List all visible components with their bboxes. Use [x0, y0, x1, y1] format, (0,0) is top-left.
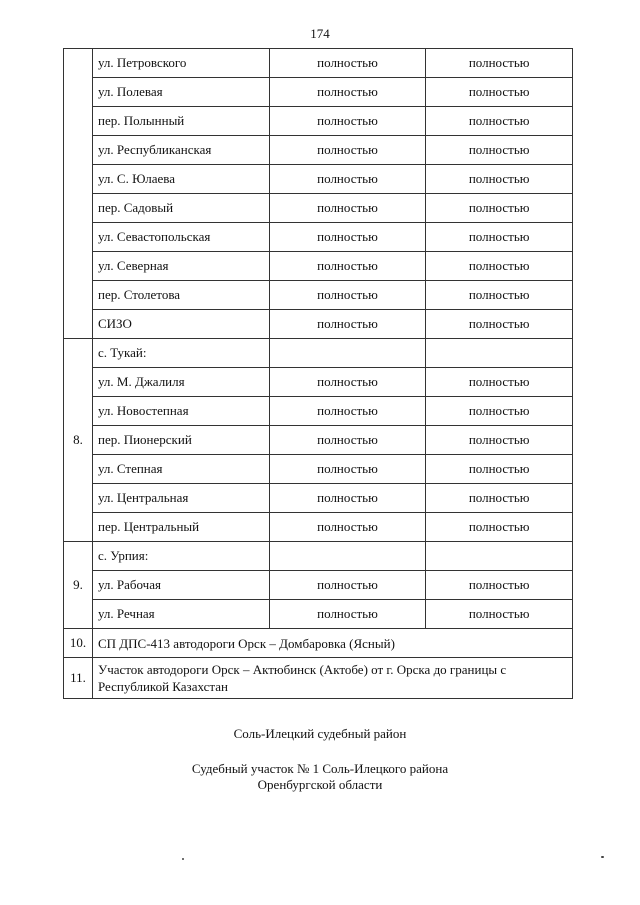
coverage-cell-b	[426, 339, 573, 368]
coverage-cell-a: полностью	[269, 165, 426, 194]
coverage-cell-a: полностью	[269, 107, 426, 136]
street-name: ул. Рабочая	[92, 571, 269, 600]
coverage-cell-b: полностью	[426, 571, 573, 600]
coverage-cell-a: полностью	[269, 310, 426, 339]
coverage-cell-a	[269, 542, 426, 571]
coverage-cell-a: полностью	[269, 397, 426, 426]
coverage-cell-b: полностью	[426, 484, 573, 513]
street-name: ул. Республиканская	[92, 136, 269, 165]
street-name: ул. М. Джалиля	[92, 368, 269, 397]
spanning-row-text: Участок автодороги Орск – Актюбинск (Актобе) от г. Орска до границы с Республикой Казахстан	[92, 658, 572, 699]
coverage-cell-a	[269, 339, 426, 368]
coverage-cell-a: полностью	[269, 484, 426, 513]
table-row	[64, 310, 573, 339]
table-row	[64, 455, 573, 484]
street-name: пер. Полынный	[92, 107, 269, 136]
coverage-cell-b: полностью	[426, 426, 573, 455]
street-name: ул. Петровского	[92, 49, 269, 78]
coverage-cell-b: полностью	[426, 78, 573, 107]
street-name: ул. С. Юлаева	[92, 165, 269, 194]
street-name: пер. Центральный	[92, 513, 269, 542]
table-row	[64, 252, 573, 281]
coverage-cell-b: полностью	[426, 194, 573, 223]
table-row	[64, 339, 573, 368]
coverage-cell-a: полностью	[269, 78, 426, 107]
coverage-cell-b: полностью	[426, 397, 573, 426]
coverage-cell-b: полностью	[426, 252, 573, 281]
row-number: 10.	[64, 629, 93, 658]
coverage-cell-b: полностью	[426, 281, 573, 310]
coverage-cell-a: полностью	[269, 223, 426, 252]
street-name: СИЗО	[92, 310, 269, 339]
coverage-cell-a: полностью	[269, 426, 426, 455]
coverage-cell-a: полностью	[269, 252, 426, 281]
section-heading-line-2: Оренбургской области	[257, 777, 383, 792]
row-number: 8.	[64, 339, 93, 542]
table-row	[64, 571, 573, 600]
row-number	[64, 49, 93, 339]
table-row	[64, 513, 573, 542]
table-row	[64, 426, 573, 455]
district-heading: Соль-Илецкий судебный район	[233, 726, 407, 741]
scan-speck	[182, 858, 184, 860]
coverage-cell-b: полностью	[426, 368, 573, 397]
spanning-row-text: СП ДПС-413 автодороги Орск – Домбаровка (Ясный)	[92, 629, 572, 658]
coverage-cell-a: полностью	[269, 600, 426, 629]
table-row	[64, 484, 573, 513]
street-name: пер. Пионерский	[92, 426, 269, 455]
streets-table-body	[64, 49, 573, 699]
table-row	[64, 223, 573, 252]
coverage-cell-a: полностью	[269, 368, 426, 397]
street-name: ул. Полевая	[92, 78, 269, 107]
row-number: 11.	[64, 658, 93, 699]
street-name: ул. Новостепная	[92, 397, 269, 426]
table-row	[64, 78, 573, 107]
table-row	[64, 368, 573, 397]
coverage-cell-a: полностью	[269, 513, 426, 542]
coverage-cell-a: полностью	[269, 194, 426, 223]
table-row	[64, 397, 573, 426]
street-name: пер. Садовый	[92, 194, 269, 223]
street-name: ул. Центральная	[92, 484, 269, 513]
table-row	[64, 107, 573, 136]
coverage-cell-b	[426, 542, 573, 571]
street-name: ул. Северная	[92, 252, 269, 281]
coverage-cell-b: полностью	[426, 513, 573, 542]
page-number: 174	[310, 26, 330, 41]
coverage-cell-a: полностью	[269, 49, 426, 78]
coverage-cell-a: полностью	[269, 571, 426, 600]
street-name: ул. Степная	[92, 455, 269, 484]
coverage-cell-b: полностью	[426, 600, 573, 629]
table-row	[64, 49, 573, 78]
table-row	[64, 165, 573, 194]
table-row	[64, 600, 573, 629]
table-row	[64, 281, 573, 310]
street-name: ул. Речная	[92, 600, 269, 629]
section-heading-line-1: Судебный участок № 1 Соль-Илецкого района	[191, 761, 449, 776]
coverage-cell-b: полностью	[426, 310, 573, 339]
coverage-cell-a: полностью	[269, 281, 426, 310]
table-row	[64, 542, 573, 571]
scan-speck	[601, 856, 604, 858]
coverage-cell-b: полностью	[426, 223, 573, 252]
street-name: ул. Севастопольская	[92, 223, 269, 252]
coverage-cell-b: полностью	[426, 49, 573, 78]
table-row	[64, 136, 573, 165]
table-row-spanning	[64, 629, 573, 658]
coverage-cell-a: полностью	[269, 455, 426, 484]
street-name: с. Урпия:	[92, 542, 269, 571]
street-name: пер. Столетова	[92, 281, 269, 310]
coverage-cell-b: полностью	[426, 107, 573, 136]
street-name: с. Тукай:	[92, 339, 269, 368]
coverage-cell-a: полностью	[269, 136, 426, 165]
table-row-spanning	[64, 658, 573, 699]
row-number: 9.	[64, 542, 93, 629]
coverage-cell-b: полностью	[426, 455, 573, 484]
streets-table	[63, 48, 573, 699]
table-row	[64, 194, 573, 223]
coverage-cell-b: полностью	[426, 165, 573, 194]
coverage-cell-b: полностью	[426, 136, 573, 165]
